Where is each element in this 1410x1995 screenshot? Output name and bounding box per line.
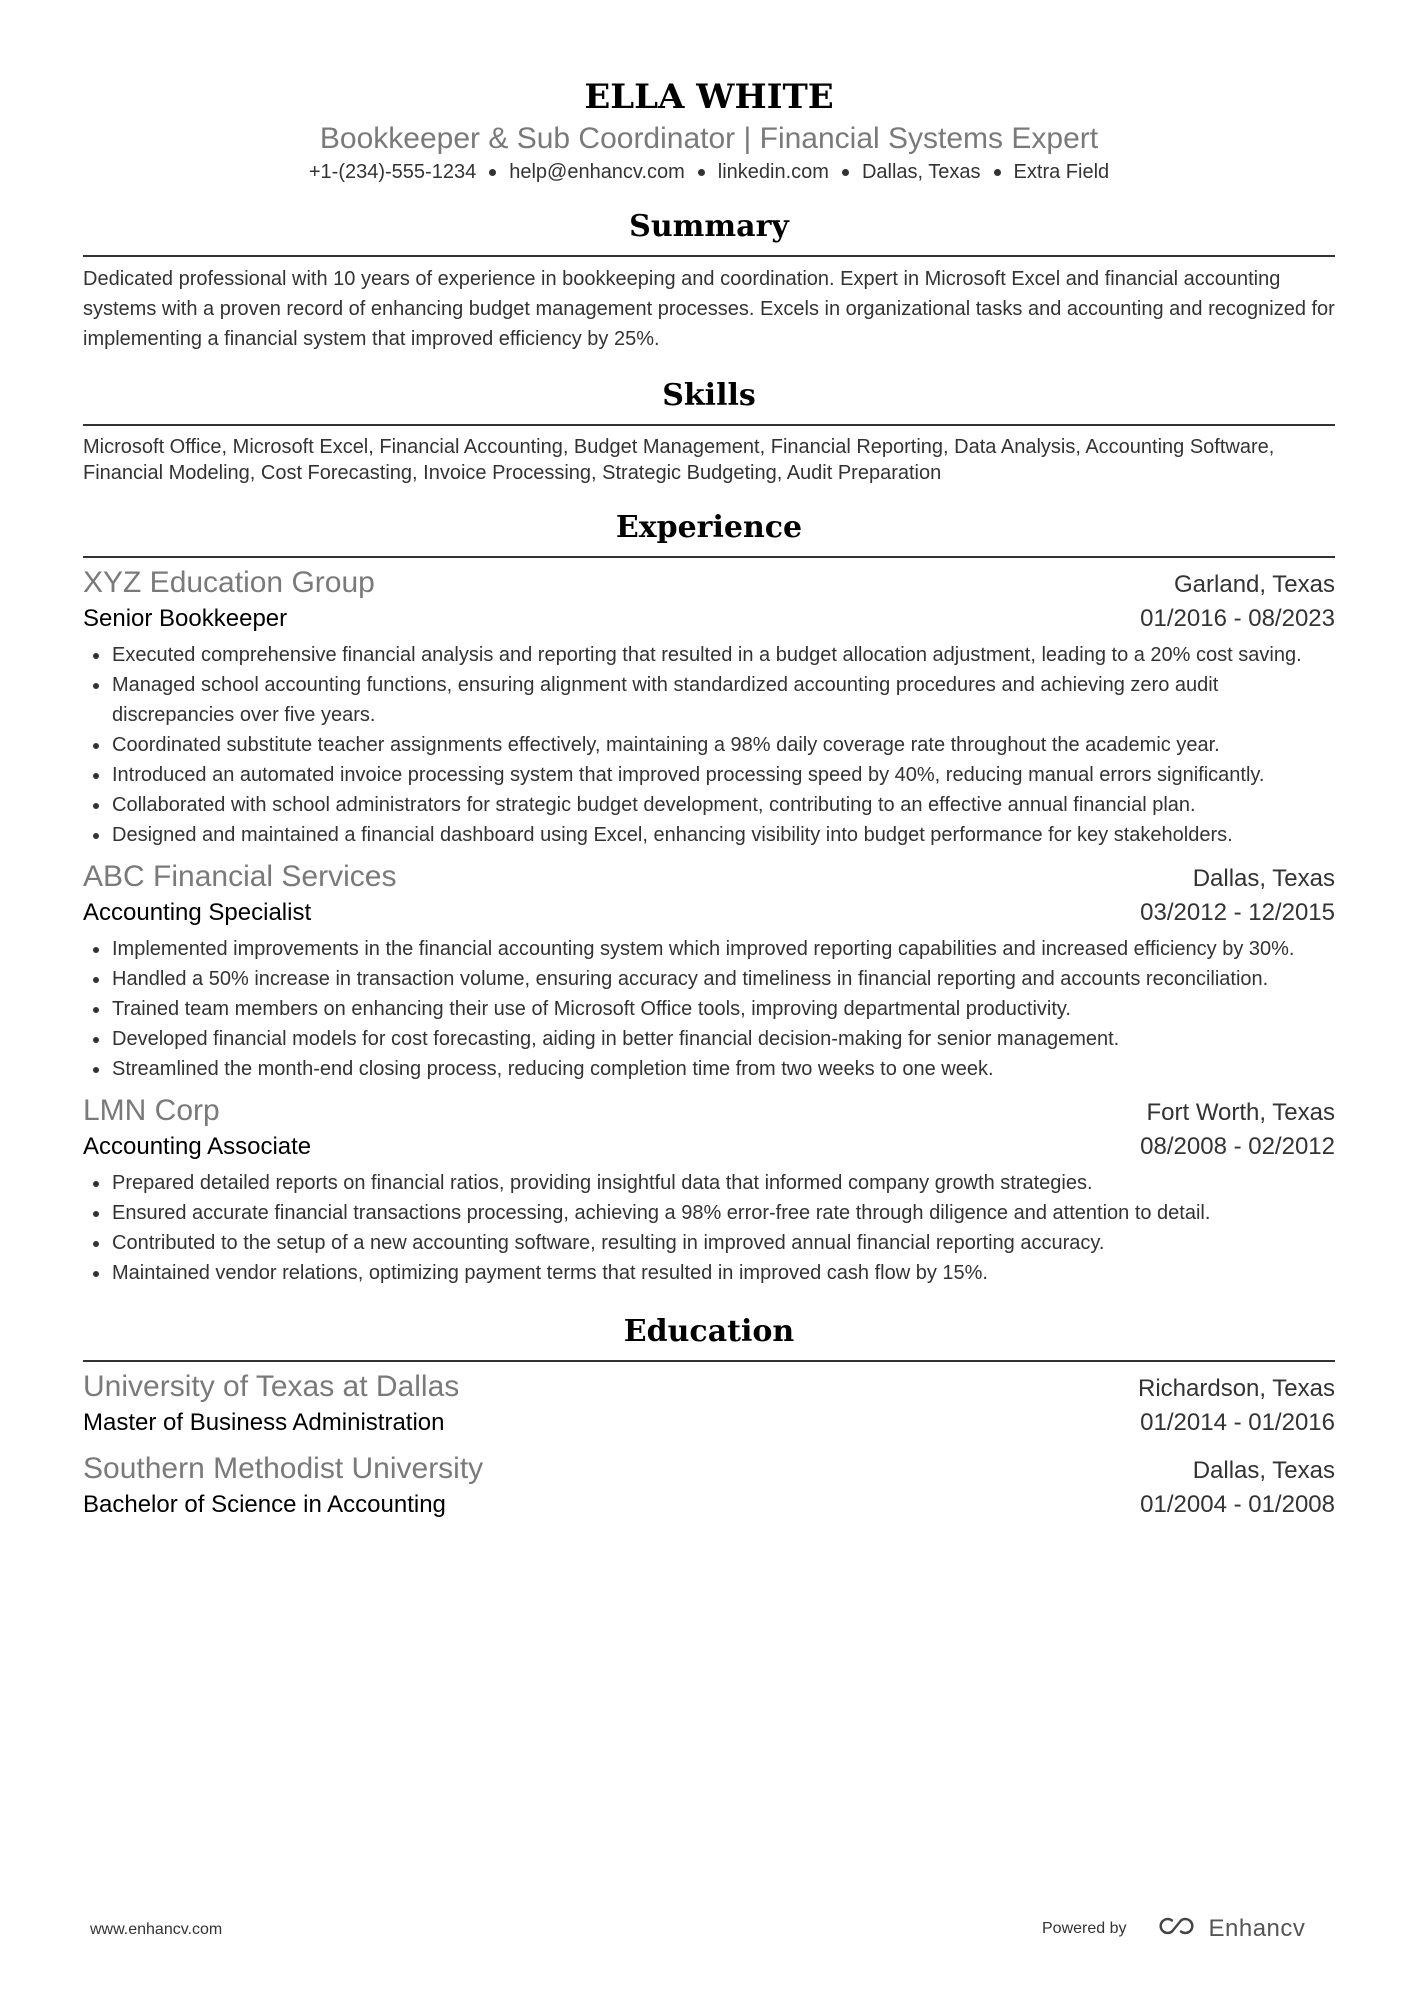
section-divider <box>83 424 1335 426</box>
list-item: Maintained vendor relations, optimizing payment terms that resulted in improved cash flow by 15%. <box>83 1258 1335 1288</box>
education-title: Education <box>623 1314 795 1349</box>
degree: Bachelor of Science in Accounting <box>83 1491 446 1518</box>
candidate-name: ELLA WHITE <box>584 77 834 117</box>
job-dates: 08/2008 - 02/2012 <box>1140 1133 1335 1160</box>
contact-extra-field: Extra Field <box>1013 161 1110 183</box>
experience-section <box>83 508 1335 1288</box>
candidate-headline: Bookkeeper & Sub Coordinator | Financial Systems Expert <box>319 122 1099 155</box>
contact-location: Dallas, Texas <box>861 161 981 183</box>
school-name: University of Texas at Dallas <box>83 1370 460 1403</box>
education-entry <box>83 1450 1335 1522</box>
list-item: Trained team members on enhancing their use of Microsoft Office tools, improving departmental productivity. <box>83 994 1335 1024</box>
company-name: ABC Financial Services <box>83 860 397 893</box>
skills-text: Microsoft Office, Microsoft Excel, Financial Accounting, Budget Management, Financial Reporting, Data Analysis, Accounting Software, Financial Modeling, Cost Forecasting, Invoice Processing, Strategic Budgeting, Audit Preparation <box>83 436 1275 484</box>
job-bullets <box>83 640 1335 850</box>
job-bullets <box>83 934 1335 1084</box>
summary-text: Dedicated professional with 10 years of experience in bookkeeping and coordination. Expert in Microsoft Excel and financial accounting systems with a proven record of enhancing budget management processes. Excels in organizational tasks and accounting and recognized for implementing a financial system that improved efficiency by 25%. <box>83 268 1335 350</box>
job-location: Garland, Texas <box>1174 571 1335 598</box>
job-title: Senior Bookkeeper <box>83 605 288 632</box>
job-dates: 01/2016 - 08/2023 <box>1140 605 1335 632</box>
list-item: Collaborated with school administrators for strategic budget development, contributing to an effective annual financial plan. <box>83 790 1335 820</box>
section-divider <box>83 255 1335 257</box>
degree: Master of Business Administration <box>83 1409 445 1436</box>
list-item: Coordinated substitute teacher assignments effectively, maintaining a 98% daily coverage rate throughout the academic year. <box>83 730 1335 760</box>
school-location: Dallas, Texas <box>1192 1457 1335 1484</box>
company-name: LMN Corp <box>83 1094 220 1127</box>
list-item: Ensured accurate financial transactions processing, achieving a 98% error-free rate through diligence and attention to detail. <box>83 1198 1335 1228</box>
job-title: Accounting Specialist <box>83 899 312 926</box>
contact-linkedin[interactable]: linkedin.com <box>717 161 829 183</box>
experience-entry <box>83 858 1335 1084</box>
contact-phone[interactable]: +1-(234)-555-1234 <box>308 161 477 183</box>
list-item: Executed comprehensive financial analysis and reporting that resulted in a budget allocation adjustment, leading to a 20% cost saving. <box>83 640 1335 670</box>
enhancv-logo-icon <box>1153 1914 1201 1943</box>
contact-info <box>83 159 1335 185</box>
skills-section <box>83 376 1335 486</box>
school-name: Southern Methodist University <box>83 1452 484 1485</box>
list-item: Managed school accounting functions, ensuring alignment with standardized accounting procedures and achieving zero audit discrepancies over five years. <box>83 670 1335 730</box>
experience-entry <box>83 1092 1335 1288</box>
job-bullets <box>83 1168 1335 1288</box>
footer-branding[interactable] <box>1042 1914 1305 1943</box>
list-item: Developed financial models for cost forecasting, aiding in better financial decision-making for senior management. <box>83 1024 1335 1054</box>
section-divider <box>83 556 1335 558</box>
job-location: Dallas, Texas <box>1192 865 1335 892</box>
job-dates: 03/2012 - 12/2015 <box>1140 899 1335 926</box>
section-divider <box>83 1360 1335 1362</box>
list-item: Prepared detailed reports on financial ratios, providing insightful data that informed company growth strategies. <box>83 1168 1335 1198</box>
powered-by-label: Powered by <box>1042 1919 1127 1937</box>
list-item: Handled a 50% increase in transaction volume, ensuring accuracy and timeliness in financial reporting and accounts reconciliation. <box>83 964 1335 994</box>
resume-page <box>83 0 1335 1522</box>
experience-title: Experience <box>615 510 803 545</box>
school-location: Richardson, Texas <box>1138 1375 1335 1402</box>
list-item: Introduced an automated invoice processing system that improved processing speed by 40%, reducing manual errors significantly. <box>83 760 1335 790</box>
skills-title: Skills <box>662 378 756 413</box>
list-item: Designed and maintained a financial dashboard using Excel, enhancing visibility into budget performance for key stakeholders. <box>83 820 1335 850</box>
experience-entry <box>83 564 1335 850</box>
bullet-separator-icon <box>842 169 849 176</box>
bullet-separator-icon <box>994 169 1001 176</box>
bullet-separator-icon <box>698 169 705 176</box>
job-title: Accounting Associate <box>83 1133 312 1160</box>
job-location: Fort Worth, Texas <box>1146 1099 1335 1126</box>
bullet-separator-icon <box>489 169 496 176</box>
education-section <box>83 1312 1335 1522</box>
education-dates: 01/2014 - 01/2016 <box>1140 1409 1335 1436</box>
list-item: Contributed to the setup of a new accounting software, resulting in improved annual financial reporting accuracy. <box>83 1228 1335 1258</box>
footer-website-link[interactable]: www.enhancv.com <box>90 1921 223 1938</box>
education-entry <box>83 1368 1335 1440</box>
summary-section <box>83 207 1335 354</box>
list-item: Implemented improvements in the financial accounting system which improved reporting capabilities and increased efficiency by 30%. <box>83 934 1335 964</box>
list-item: Streamlined the month-end closing process, reducing completion time from two weeks to one week. <box>83 1054 1335 1084</box>
education-dates: 01/2004 - 01/2008 <box>1140 1491 1335 1518</box>
contact-email[interactable]: help@enhancv.com <box>509 161 685 183</box>
brand-name: Enhancv <box>1208 1914 1306 1942</box>
summary-title: Summary <box>629 209 789 244</box>
company-name: XYZ Education Group <box>83 566 375 599</box>
